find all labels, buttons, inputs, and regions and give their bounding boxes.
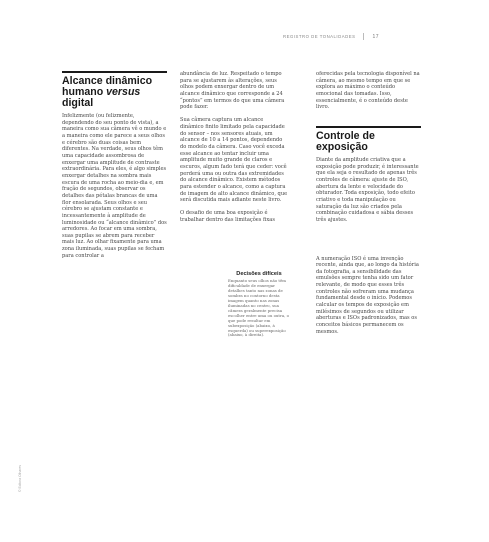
header-divider	[363, 33, 364, 40]
spine-credit: © Editora Olhares	[18, 465, 22, 492]
heading-rule	[62, 71, 167, 73]
column-2	[180, 71, 288, 230]
sidebar-text: Enquanto seus olhos não têm dificuldade de enxergar detalhes tanto nas zonas de sombra no contorno desta imagem quanto nas zonas iluminadas no centro, sua câmera geralmente precisa escolher entre uma ou outra, o que pode resultar em subexposição (abaixo, à esquerda) ou superexposição (abaixo, à direita).	[228, 278, 289, 338]
running-title: REGISTRO DE TONALIDADES	[282, 34, 356, 39]
heading-rule	[316, 126, 421, 128]
sidebar-title: Decisões difíceis	[236, 271, 282, 277]
sidebar-caption	[228, 271, 290, 338]
section-heading: Alcance dinâmico humano versus digital	[62, 75, 153, 109]
paragraph: abundância de luz. Respeitado o tempo para se ajustarem às alterações, seus olhos podem enxergar dentro de um alcance dinâmico que corresponde a 24 “pontos” em termos do que uma câmera pode fazer.	[180, 71, 285, 111]
paragraph: Sua câmera captura um alcance dinâmico finito limitado pela capacidade do sensor – nos sensores atuais, um alcance de 10 a 14 pontos, dependendo do modelo da câmera. Caso você exceda esse alcance ao tentar incluir uma amplitude muito grande de claros e escuros, algum fado terá que ceder: você perderá uma ou outra das extremidades do alcance dinâmico. Existem métodos para estender o alcance, como a captura de imagem de alto alcance dinâmico, que será discutida mais adiante neste livro.	[180, 117, 288, 204]
column-1	[62, 71, 167, 266]
page-number: 17	[372, 33, 379, 40]
paragraph: O desafio de uma boa exposição é trabalhar dentro das limitações fixas	[180, 210, 275, 223]
paragraph: Diante da amplitude criativa que a exposição pode produzir, é interessante que ela seja o resultado de apenas três controles de câmera: ajuste de ISO, abertura da lente e velocidade do obturador. Toda exposição, todo efeito criativo e toda manipulação ou saturação da luz são criados pela combinação cuidadosa e sábia desses três ajustes.	[316, 156, 419, 223]
paragraph: Infelizmente (ou felizmente, dependendo do seu ponto de vista), a maneira como sua câmera vê o mundo e a maneira como ele parece a seus olhos e cérebro são duas coisas bem diferentes. Na verdade, seus olhos têm uma capacidade assombrosa de enxergar uma amplitude de contraste extraordinária. Para eles, é algo simples enxergar detalhes na sombra mais escura de uma rocha ao meio-dia e, em fração de segundos, observar os detalhes das pétalas brancas de uma flor ensolarada. Seus olhos e seu cérebro se ajustam constante e incessantemente à amplitude de luminosidade ou “alcance dinâmico” dos arredores. Ao focar em uma sombra, suas pupilas se abrem para receber mais luz. Ao olhar fixamente para uma zona iluminada, suas pupilas se fecham para controlar a	[62, 113, 167, 259]
column-3	[316, 71, 421, 342]
running-header	[283, 33, 379, 40]
paragraph: A numeração ISO é uma invenção recente, ainda que, ao longo da história da fotografia, a sensibilidade das emulsões sempre tenha sido um fator relevante, de modo que esses três controles não sofreram uma mudança fundamental desde o início. Podemos calcular os tempos de exposição em milésimos de segundos ou utilizar aberturas e ISOs padronizados, mas os conceitos básicos permanecem os mesmos.	[316, 255, 419, 335]
section-heading: Controle de exposição	[316, 129, 375, 153]
paragraph: oferecidas pela tecnologia disponível na câmera, ao mesmo tempo em que se explora ao máximo o conteúdo emocional das tomadas. Isso, essencialmente, é o conteúdo deste livro.	[316, 71, 420, 111]
